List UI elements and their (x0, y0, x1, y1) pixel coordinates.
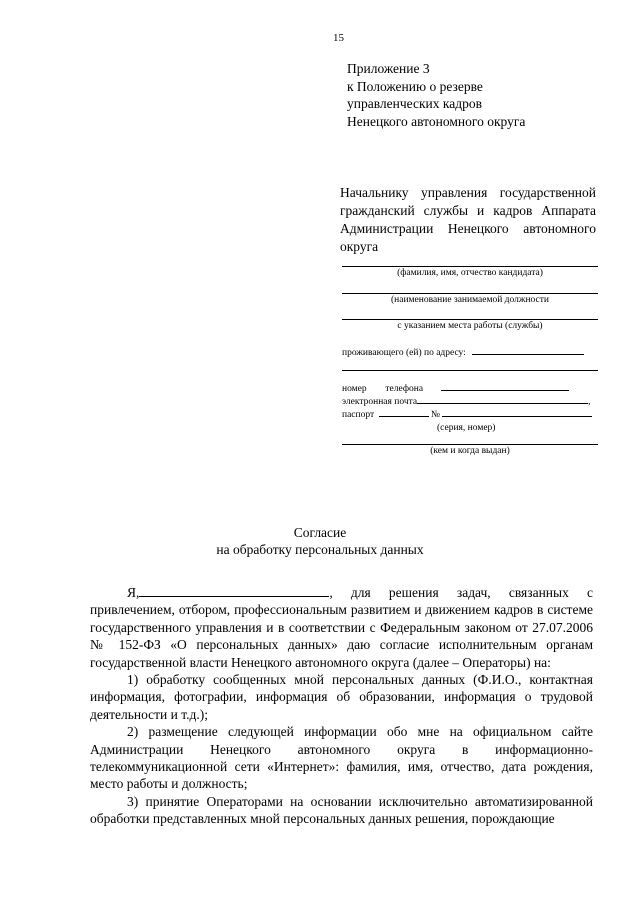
position-field[interactable] (342, 293, 598, 305)
name-blank[interactable] (139, 585, 329, 597)
title-line-2: на обработку персональных данных (216, 542, 424, 557)
consent-body (90, 584, 593, 828)
workplace-field[interactable] (342, 319, 598, 331)
phone-label-1: номер (342, 384, 367, 394)
intro-prefix: Я, (127, 585, 140, 600)
addressee-block: Начальнику управления государственной гражданский службы и кадров Аппарата Администрации Ненецкого автономного округа (340, 185, 596, 254)
email-row (342, 397, 598, 407)
consent-intro (90, 584, 593, 671)
address-row (342, 348, 598, 358)
phone-line[interactable] (441, 390, 569, 391)
phone-row (342, 384, 598, 394)
number-sign: № (430, 410, 440, 420)
consent-item: 1) обработку сообщенных мной персональных данных (Ф.И.О., контактная информация, фотографии, информация об образовании, информация о трудовой деятельности и т.д.); (90, 672, 593, 722)
page-number: 15 (333, 32, 344, 44)
appendix-line: Ненецкого автономного округа (347, 113, 526, 129)
title-line-1: Согласие (293, 525, 347, 540)
issued-line (342, 444, 598, 445)
position-line (342, 293, 598, 294)
appendix-line: Приложение 3 (347, 61, 430, 76)
email-line[interactable] (417, 403, 588, 404)
workplace-caption: с указанием места работы (службы) (397, 321, 543, 331)
passport-label: паспорт (342, 410, 375, 420)
fio-field[interactable] (342, 266, 598, 278)
document-title (0, 524, 640, 558)
fio-line (342, 266, 598, 267)
passport-number-line[interactable] (442, 416, 592, 417)
phone-label-2: телефона (385, 384, 424, 394)
series-caption: (серия, номер) (437, 423, 496, 433)
fio-caption: (фамилия, имя, отчество кандидата) (397, 268, 543, 278)
address-label: проживающего (ей) по адресу: (342, 348, 466, 358)
issued-caption: (кем и когда выдан) (430, 446, 510, 456)
address-line[interactable] (472, 354, 584, 355)
intro-suffix: , для решения задач, связанных с привлечением, отбором, профессиональным развитием и движением кадров в системе государственного управления и в соответствии с Федеральным законом от 27.07.2006 № 152-ФЗ «О персональных данных» даю согласие исполнительным органам государственной власти Ненецкого автономного округа (далее – Операторы) на: (90, 585, 593, 670)
email-label: электронная почта (342, 397, 418, 407)
address-line-2[interactable] (342, 370, 598, 371)
passport-series-line[interactable] (379, 416, 429, 417)
email-end: , (588, 397, 591, 407)
issued-field[interactable] (342, 444, 598, 456)
appendix-header (347, 60, 525, 130)
appendix-line: управленческих кадров (347, 96, 482, 111)
appendix-line: к Положению о резерве (347, 78, 483, 94)
consent-item: 2) размещение следующей информации обо мне на официальном сайте Администрации Ненецкого автономного округа в информационно-телекоммуникационной сети «Интернет»: фамилия, имя, отчество, дата рождения, место работы и должность; (90, 724, 593, 792)
address-line-2-rule (342, 370, 598, 371)
workplace-line (342, 319, 598, 320)
consent-item: 3) принятие Операторами на основании исключительно автоматизированной обработки представленных мной персональных данных решения, порождающие (90, 793, 593, 827)
position-caption: (наименование занимаемой должности (391, 295, 549, 305)
passport-row (342, 410, 598, 420)
